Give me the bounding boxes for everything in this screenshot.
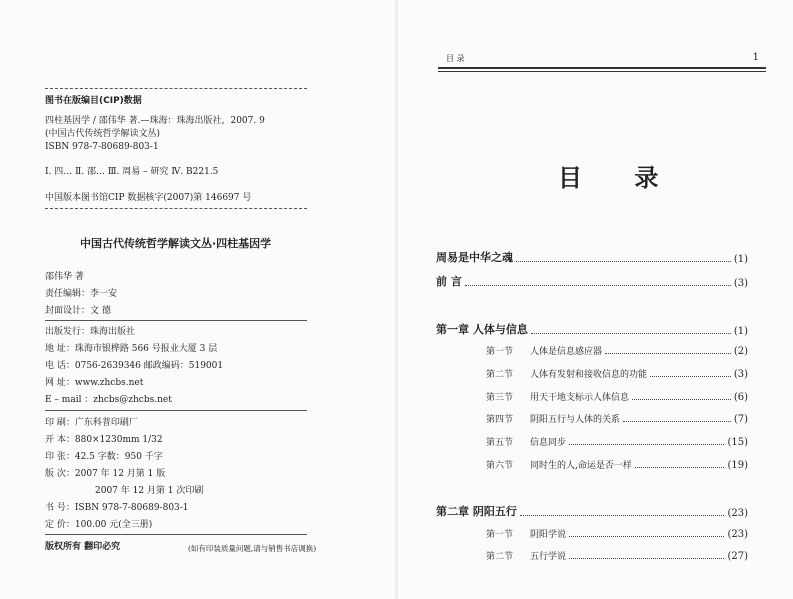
toc-section[interactable] — [486, 527, 748, 540]
toc-entry-label: 第一章 人体与信息 — [436, 323, 528, 336]
toc-section[interactable] — [486, 412, 748, 425]
leader-dots — [569, 444, 724, 445]
edition: 版 次：2007 年 12 月第 1 版 — [45, 469, 166, 479]
copyright-page — [0, 0, 395, 599]
leader-dots — [520, 515, 725, 516]
header-rule — [438, 71, 766, 72]
toc-chapter[interactable] — [436, 321, 748, 337]
toc-entry-label: 第二章 阴阳五行 — [436, 505, 517, 518]
toc-section[interactable] — [486, 367, 748, 380]
toc-entry-page: (15) — [727, 437, 748, 448]
toc-entry-label: 阴阳五行与人体的关系 — [530, 415, 621, 425]
toc-section[interactable] — [486, 549, 748, 562]
toc-entry-label: 人体是信息感应器 — [530, 347, 603, 357]
toc-entry-page: (23) — [727, 529, 748, 540]
copyright-notice: 版权所有 翻印必究 — [45, 542, 121, 552]
toc-entry-page: (3) — [733, 278, 748, 289]
toc-section-number: 第一节 — [486, 347, 514, 357]
website: 网 址：www.zhcbs.net — [45, 378, 144, 388]
toc-entry-page: (19) — [727, 460, 748, 471]
printing: 2007 年 12 月第 1 次印刷 — [95, 486, 204, 496]
toc-entry-page: (6) — [733, 392, 748, 403]
leader-dots — [465, 285, 731, 286]
toc-entry-label: 五行学说 — [530, 552, 567, 562]
leader-dots — [569, 536, 724, 537]
toc-entry-label: 周易是中华之魂 — [436, 251, 513, 264]
cip-heading: 图书在版编目(CIP)数据 — [45, 96, 142, 106]
format: 开 本：880×1230mm 1/32 — [45, 435, 163, 445]
address: 地 址：珠海市银桦路 566 号报业大厦 3 层 — [45, 344, 218, 354]
toc-section-number: 第四节 — [486, 415, 514, 425]
toc-title: 目 录 — [558, 164, 681, 192]
cip-line-3: ISBN 978-7-80689-803-1 — [45, 142, 159, 152]
cip-number: 中国版本图书馆CIP 数据核字(2007)第 146697 号 — [45, 193, 252, 203]
printer: 印 刷：广东科普印刷厂 — [45, 418, 138, 428]
toc-entry-label: 人体有发射和接收信息的功能 — [530, 370, 648, 380]
toc-entry-page: (23) — [727, 508, 748, 519]
toc-section-number: 第二节 — [486, 552, 514, 562]
leader-dots — [635, 467, 725, 468]
sheets: 印 张：42.5 字数：950 千字 — [45, 452, 163, 462]
toc-entry-page: (3) — [733, 369, 748, 380]
toc-entry-label: 信息同步 — [530, 438, 567, 448]
isbn: 书 号：ISBN 978-7-80689-803-1 — [45, 503, 189, 513]
toc-section-number: 第二节 — [486, 370, 514, 380]
running-head — [438, 52, 773, 66]
classification: Ⅰ. 四… Ⅱ. 邵… Ⅲ. 周易 – 研究 Ⅳ. B221.5 — [45, 167, 219, 177]
quality-note: (如有印装质量问题,请与销售书店调换) — [188, 544, 317, 553]
toc-section-number: 第一节 — [486, 530, 514, 540]
toc-entry-label: 前 言 — [436, 275, 462, 288]
divider — [45, 88, 307, 89]
phone: 电 话：0756-2639346 邮政编码：519001 — [45, 361, 224, 371]
leader-dots — [650, 376, 731, 377]
publisher: 出版发行：珠海出版社 — [45, 327, 136, 337]
editor: 责任编辑：李一安 — [45, 289, 118, 299]
cip-line-1: 四柱基因学 / 邵伟华 著.—珠海：珠海出版社，2007. 9 — [45, 116, 265, 126]
toc-entry-page: (2) — [733, 346, 748, 357]
toc-chapter[interactable] — [436, 503, 748, 519]
toc-entry[interactable] — [436, 249, 748, 265]
toc-entry-page: (1) — [733, 254, 748, 265]
toc-section[interactable] — [486, 435, 748, 448]
toc-entry-page: (1) — [733, 326, 748, 337]
leader-dots — [605, 353, 731, 354]
toc-entry-label: 同时生的人,命运是否一样 — [530, 461, 632, 471]
page-number: 1 — [752, 52, 759, 63]
author: 邵伟华 著 — [45, 272, 84, 282]
divider — [45, 208, 307, 209]
email: E – mail ：zhcbs@zhcbs.net — [45, 395, 172, 405]
leader-dots — [632, 399, 731, 400]
header-rule — [438, 67, 766, 69]
toc-section-number: 第五节 — [486, 438, 514, 448]
toc-section-number: 第六节 — [486, 461, 514, 471]
toc-entry-page: (7) — [733, 414, 748, 425]
toc-entry[interactable] — [436, 273, 748, 289]
toc-page — [398, 0, 793, 599]
toc-entry-page: (27) — [727, 551, 748, 562]
toc-entry-label: 阴阳学说 — [530, 530, 567, 540]
cip-line-2: (中国古代传统哲学解读文丛) — [45, 129, 161, 139]
toc-section[interactable] — [486, 390, 748, 403]
leader-dots — [569, 558, 724, 559]
toc-entry-label: 用天干地支标示人体信息 — [530, 393, 630, 403]
cover-design: 封面设计：文 德 — [45, 306, 111, 316]
leader-dots — [516, 261, 731, 262]
toc-section[interactable] — [486, 344, 748, 357]
toc-section-number: 第三节 — [486, 393, 514, 403]
leader-dots — [623, 421, 731, 422]
divider — [45, 410, 307, 411]
leader-dots — [531, 333, 731, 334]
toc-section[interactable] — [486, 458, 748, 471]
divider — [45, 320, 307, 321]
price: 定 价：100.00 元(全三册) — [45, 520, 153, 530]
divider — [45, 534, 307, 535]
running-head-label: 目 录 — [446, 54, 465, 63]
book-title: 中国古代传统哲学解读文丛·四柱基因学 — [80, 237, 272, 250]
